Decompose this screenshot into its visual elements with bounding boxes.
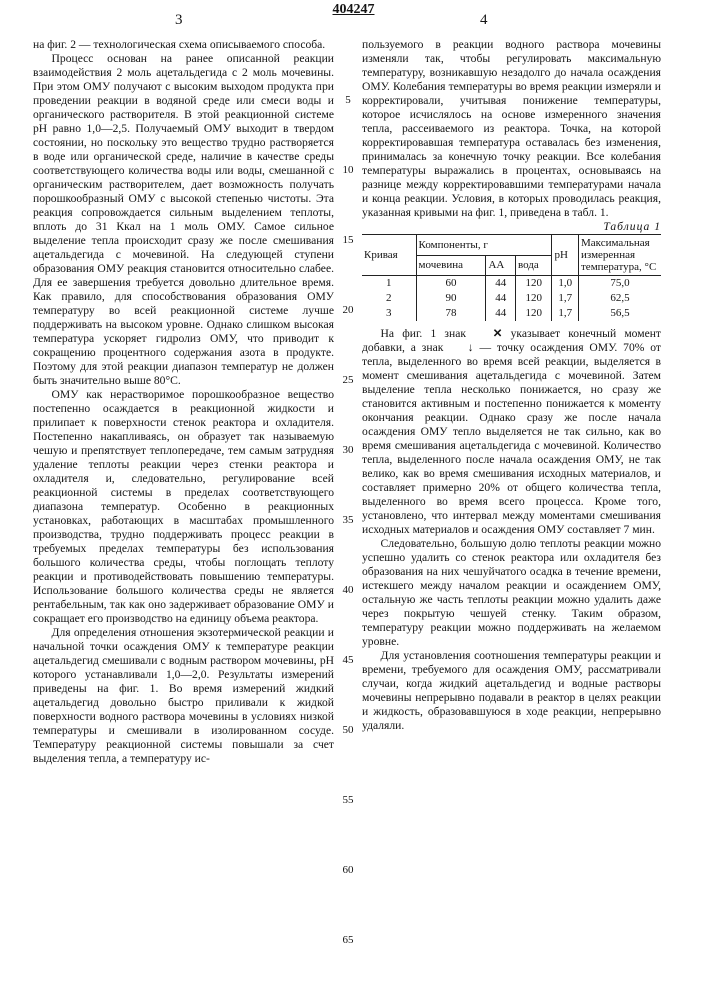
- paragraph: Следовательно, большую долю теплоты реакции можно успешно удалить со стенок реактора или охладителя без образования на них чешуйчатого осадка в течение времени, истекшего между началом реакции и осаждением ОМУ, остальную же часть теплоты реакции можно удалить даже через покрытую чешуей стенку. Таким образом, температуру реакции можно поддерживать на желаемом уровне.: [362, 537, 661, 649]
- column-header-aa: АА: [486, 255, 516, 276]
- column-header-curve: Кривая: [362, 235, 416, 276]
- column-header-water: вода: [516, 255, 552, 276]
- cell-curve: 3: [362, 306, 416, 321]
- cell-ph: 1,7: [552, 291, 579, 306]
- page-number-right: 4: [480, 12, 488, 29]
- cell-urea: 78: [416, 306, 486, 321]
- line-number: 10: [335, 164, 361, 176]
- patent-number: 404247: [0, 2, 707, 18]
- cell-ph: 1,0: [552, 276, 579, 292]
- line-number: 55: [335, 794, 361, 806]
- text-fragment: — точку осаждения ОМУ. 70% от тепла, выделенного во время всей реакции, выделяется в момент смешивания ацетальдегида с мочевиной. Затем выделение тепла несколько понижается, но сразу же становится активным и постепенно понижается к моменту окончания реакции. Однако сразу же после начала осаждения ОМУ тепло выделяется не так сильно, как во время смешивания ацетальдегида с мочевиной. Количество тепла, выделенного после начала осаждения ОМУ, не так велико, как во время смешивания исходных материалов, и составляет примерно 20% от общего количества тепла, выделенного во время всего процесса. Кроме того, установлено, что интервал между моментами смешивания исходных материалов и осаждения ОМУ составляет 7 мин.: [362, 341, 661, 536]
- table-row: [362, 306, 661, 321]
- line-number: 40: [335, 584, 361, 596]
- paragraph: пользуемого в реакции водного раствора мочевины изменяли так, чтобы регулировать максимальную температуру, возникавшую незадолго до начала осаждения ОМУ. Колебания температуры во время реакции измеряли и корректировали, учитывая понижение температуры, которое исчислялось на основе измеренного значения тепла, рассеиваемого из реактора. Точка, на которой корректировавшая температура оставалась без изменения, принималась за конечную точку реакции. Все колебания температуры выражались в процентах, основываясь на разнице между корректировавшими температурами начала и конца реакции. Условия, в которых проводилась реакция, указанная кривыми на фиг. 1, приведена в табл. 1.: [362, 38, 661, 220]
- cell-aa: 44: [486, 276, 516, 292]
- cross-icon: ✕: [474, 327, 502, 341]
- cell-curve: 2: [362, 291, 416, 306]
- cell-aa: 44: [486, 291, 516, 306]
- line-number: 50: [335, 724, 361, 736]
- line-number: 60: [335, 864, 361, 876]
- paragraph: Для установления соотношения температуры реакции и времени, требуемого для осаждения ОМУ, рассматривали случаи, когда жидкий ацетальдегид и водные растворы мочевины непрерывно подавали в реактор в целях реакции и жидкость, образовавшуюся в ходе реакции, непрерывно удаляли.: [362, 649, 661, 733]
- cell-max-temp: 56,5: [579, 306, 662, 321]
- right-column: [362, 38, 661, 733]
- table-1: [362, 234, 661, 321]
- line-number: 20: [335, 304, 361, 316]
- cell-max-temp: 75,0: [579, 276, 662, 292]
- cell-max-temp: 62,5: [579, 291, 662, 306]
- paragraph: [362, 327, 661, 537]
- column-header-urea: мочевина: [416, 255, 486, 276]
- left-column: [33, 38, 334, 766]
- line-number: 30: [335, 444, 361, 456]
- line-number: 15: [335, 234, 361, 246]
- text-fragment: На фиг. 1 знак: [381, 327, 466, 340]
- column-header-components: Компоненты, г: [416, 235, 552, 256]
- line-number: 5: [335, 94, 361, 106]
- cell-curve: 1: [362, 276, 416, 292]
- table-caption: Таблица 1: [362, 220, 661, 234]
- paragraph: ОМУ как нерастворимое порошкообразное вещество постепенно осаждается в реакционной жидкости и прилипает к поверхности стенок реактора и охладителя. Постепенно накапливаясь, он образует так называемую чешую и препятствует теплопередаче, тем самым затрудняя удаление теплоты реакции через стенки реактора и охладителя и, следовательно, регулирование всей реакционной системы в пределах соответствующего диапазона температур. Особенно в реакционных установках, работающих в масштабах промышленного производства, трудно поддерживать процесс реакции в требуемых пределах температуры без использования большого количества среды, чтобы поглощать теплоту реакции и противодействовать повышению температуры. Использование большого количества среды не является рентабельным, так как оно задерживает образование ОМУ и сокращает его производство на единицу объема реактора.: [33, 388, 334, 626]
- paragraph: на фиг. 2 — технологическая схема описываемого способа.: [33, 38, 334, 52]
- column-header-ph: pH: [552, 235, 579, 276]
- cell-ph: 1,7: [552, 306, 579, 321]
- paragraph: Процесс основан на ранее описанной реакции взаимодействия 2 моль ацетальдегида с 2 моль мочевины. При этом ОМУ получают с высоким выходом продукта при проведении реакции в водяной среде или смеси воды и органического растворителя. В этой реакционной системе pH равно 1,0—2,5. Получаемый ОМУ выходит в твердом состоянии, но поскольку это вещество трудно растворяется в воде или органической среде, наличие в качестве среды соответствующего количества воды или воды, смешанной с органическим растворителем, дает возможность получать порошкообразный ОМУ с высокой степенью чистоты. Эта реакция сопровождается сильным выделением теплоты, вплоть до 31 Ккал на 1 моль ОМУ. Самое сильное выделение тепла происходит сразу же после смешивания ацетальдегида с мочевиной. На следующей ступени образования ОМУ реакция становится относительно слабее. Для ее завершения требуется довольно длительное время. Как правило, для способствования образования ОМУ температуру во всей реакционной системе лучше поддерживать на высоком уровне. Однако слишком высокая температура ускоряет гидролиз ОМУ, что приводит к сокращению процентного содержания азота в продукте. Поэтому для этой реакции диапазон температур не должен быть значительно выше 80°С.: [33, 52, 334, 388]
- text-fragment: указывает конечный момент добавки, а знак: [362, 327, 661, 354]
- table-row: [362, 276, 661, 292]
- line-number: 65: [335, 934, 361, 946]
- cell-urea: 90: [416, 291, 486, 306]
- cell-aa: 44: [486, 306, 516, 321]
- arrow-down-icon: ↓: [449, 341, 473, 355]
- cell-water: 120: [516, 276, 552, 292]
- cell-urea: 60: [416, 276, 486, 292]
- paragraph: Для определения отношения экзотермической реакции и начальной точки осаждения ОМУ к температуре реакции ацетальдегид смешивали с водным раствором мочевины, pH которого устанавливали 1,0—2,0. Результаты измерений приведены на фиг. 1. Во время измерений жидкий ацетальдегид довольно быстро приливали к жидкой поверхности водного раствора мочевины в условиях низкой температуры и смешивали в изолированном сосуде. Температуру реакционной системы повышали за счет выделения тепла, а температуру ис-: [33, 626, 334, 766]
- line-number: 25: [335, 374, 361, 386]
- column-header-max-temp: Максимальная измеренная температура, °С: [579, 235, 662, 276]
- page-number-left: 3: [175, 12, 183, 29]
- table-row: [362, 291, 661, 306]
- line-number: 45: [335, 654, 361, 666]
- cell-water: 120: [516, 291, 552, 306]
- line-number: 35: [335, 514, 361, 526]
- cell-water: 120: [516, 306, 552, 321]
